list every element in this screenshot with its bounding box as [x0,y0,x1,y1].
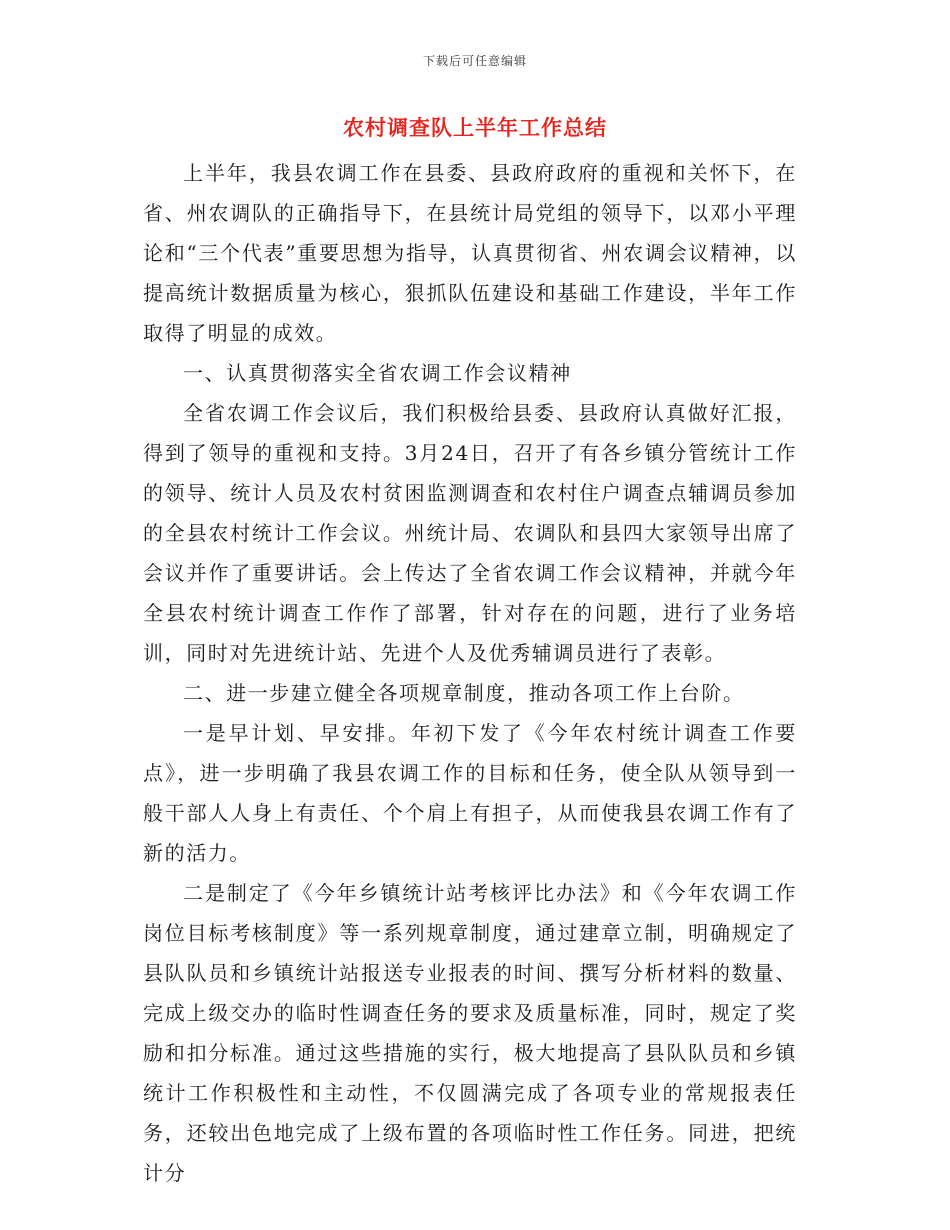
paragraph-regulations: 二是制定了《今年乡镇统计站考核评比办法》和《今年农调工作岗位目标考核制度》等一系列规章制度，通过建章立制，明确规定了县队队员和乡镇统计站报送专业报表的时间、撰写分析材料的数量、完成上级交办的临时性调查任务的要求及质量标准，同时，规定了奖励和扣分标准。通过这些措施的实行，极大地提高了县队队员和乡镇统计工作积极性和主动性，不仅圆满完成了各项专业的常规报表任务，还较出色地完成了上级布置的各项临时性工作任务。同进，把统计分 [143,881,797,1185]
paragraph-early-plan: 一是早计划、早安排。年初下发了《今年农村统计调查工作要点》，进一步明确了我县农调工作的目标和任务，使全队从领导到一般干部人人身上有责任、个个肩上有担子，从而使我县农调工作有了新的活力。 [143,721,797,865]
section-heading-1: 一、认真贯彻落实全省农调工作会议精神 [183,361,572,385]
document-title: 农村调查队上半年工作总结 [343,115,607,140]
paragraph-intro: 上半年，我县农调工作在县委、县政府政府的重视和关怀下，在省、州农调队的正确指导下，在县统计局党组的领导下，以邓小平理论和“三个代表”重要思想为指导，认真贯彻省、州农调会议精神，以提高统计数据质量为核心，狠抓队伍建设和基础工作建设，半年工作取得了明显的成效。 [143,161,797,345]
paragraph-meeting: 全省农调工作会议后，我们积极给县委、县政府认真做好汇报，得到了领导的重视和支持。3月24日，召开了有各乡镇分管统计工作的领导、统计人员及农村贫困监测调查和农村住户调查点辅调员参加的全县农村统计工作会议。州统计局、农调队和县四大家领导出席了会议并作了重要讲话。会上传达了全省农调工作会议精神，并就今年全县农村统计调查工作作了部署，针对存在的问题，进行了业务培训，同时对先进统计站、先进个人及优秀辅调员进行了表彰。 [143,401,797,665]
page-header-note: 下载后可任意编辑 [422,54,527,68]
document-body [143,153,797,1193]
section-heading-2: 二、进一步建立健全各项规章制度，推动各项工作上台阶。 [183,681,745,705]
